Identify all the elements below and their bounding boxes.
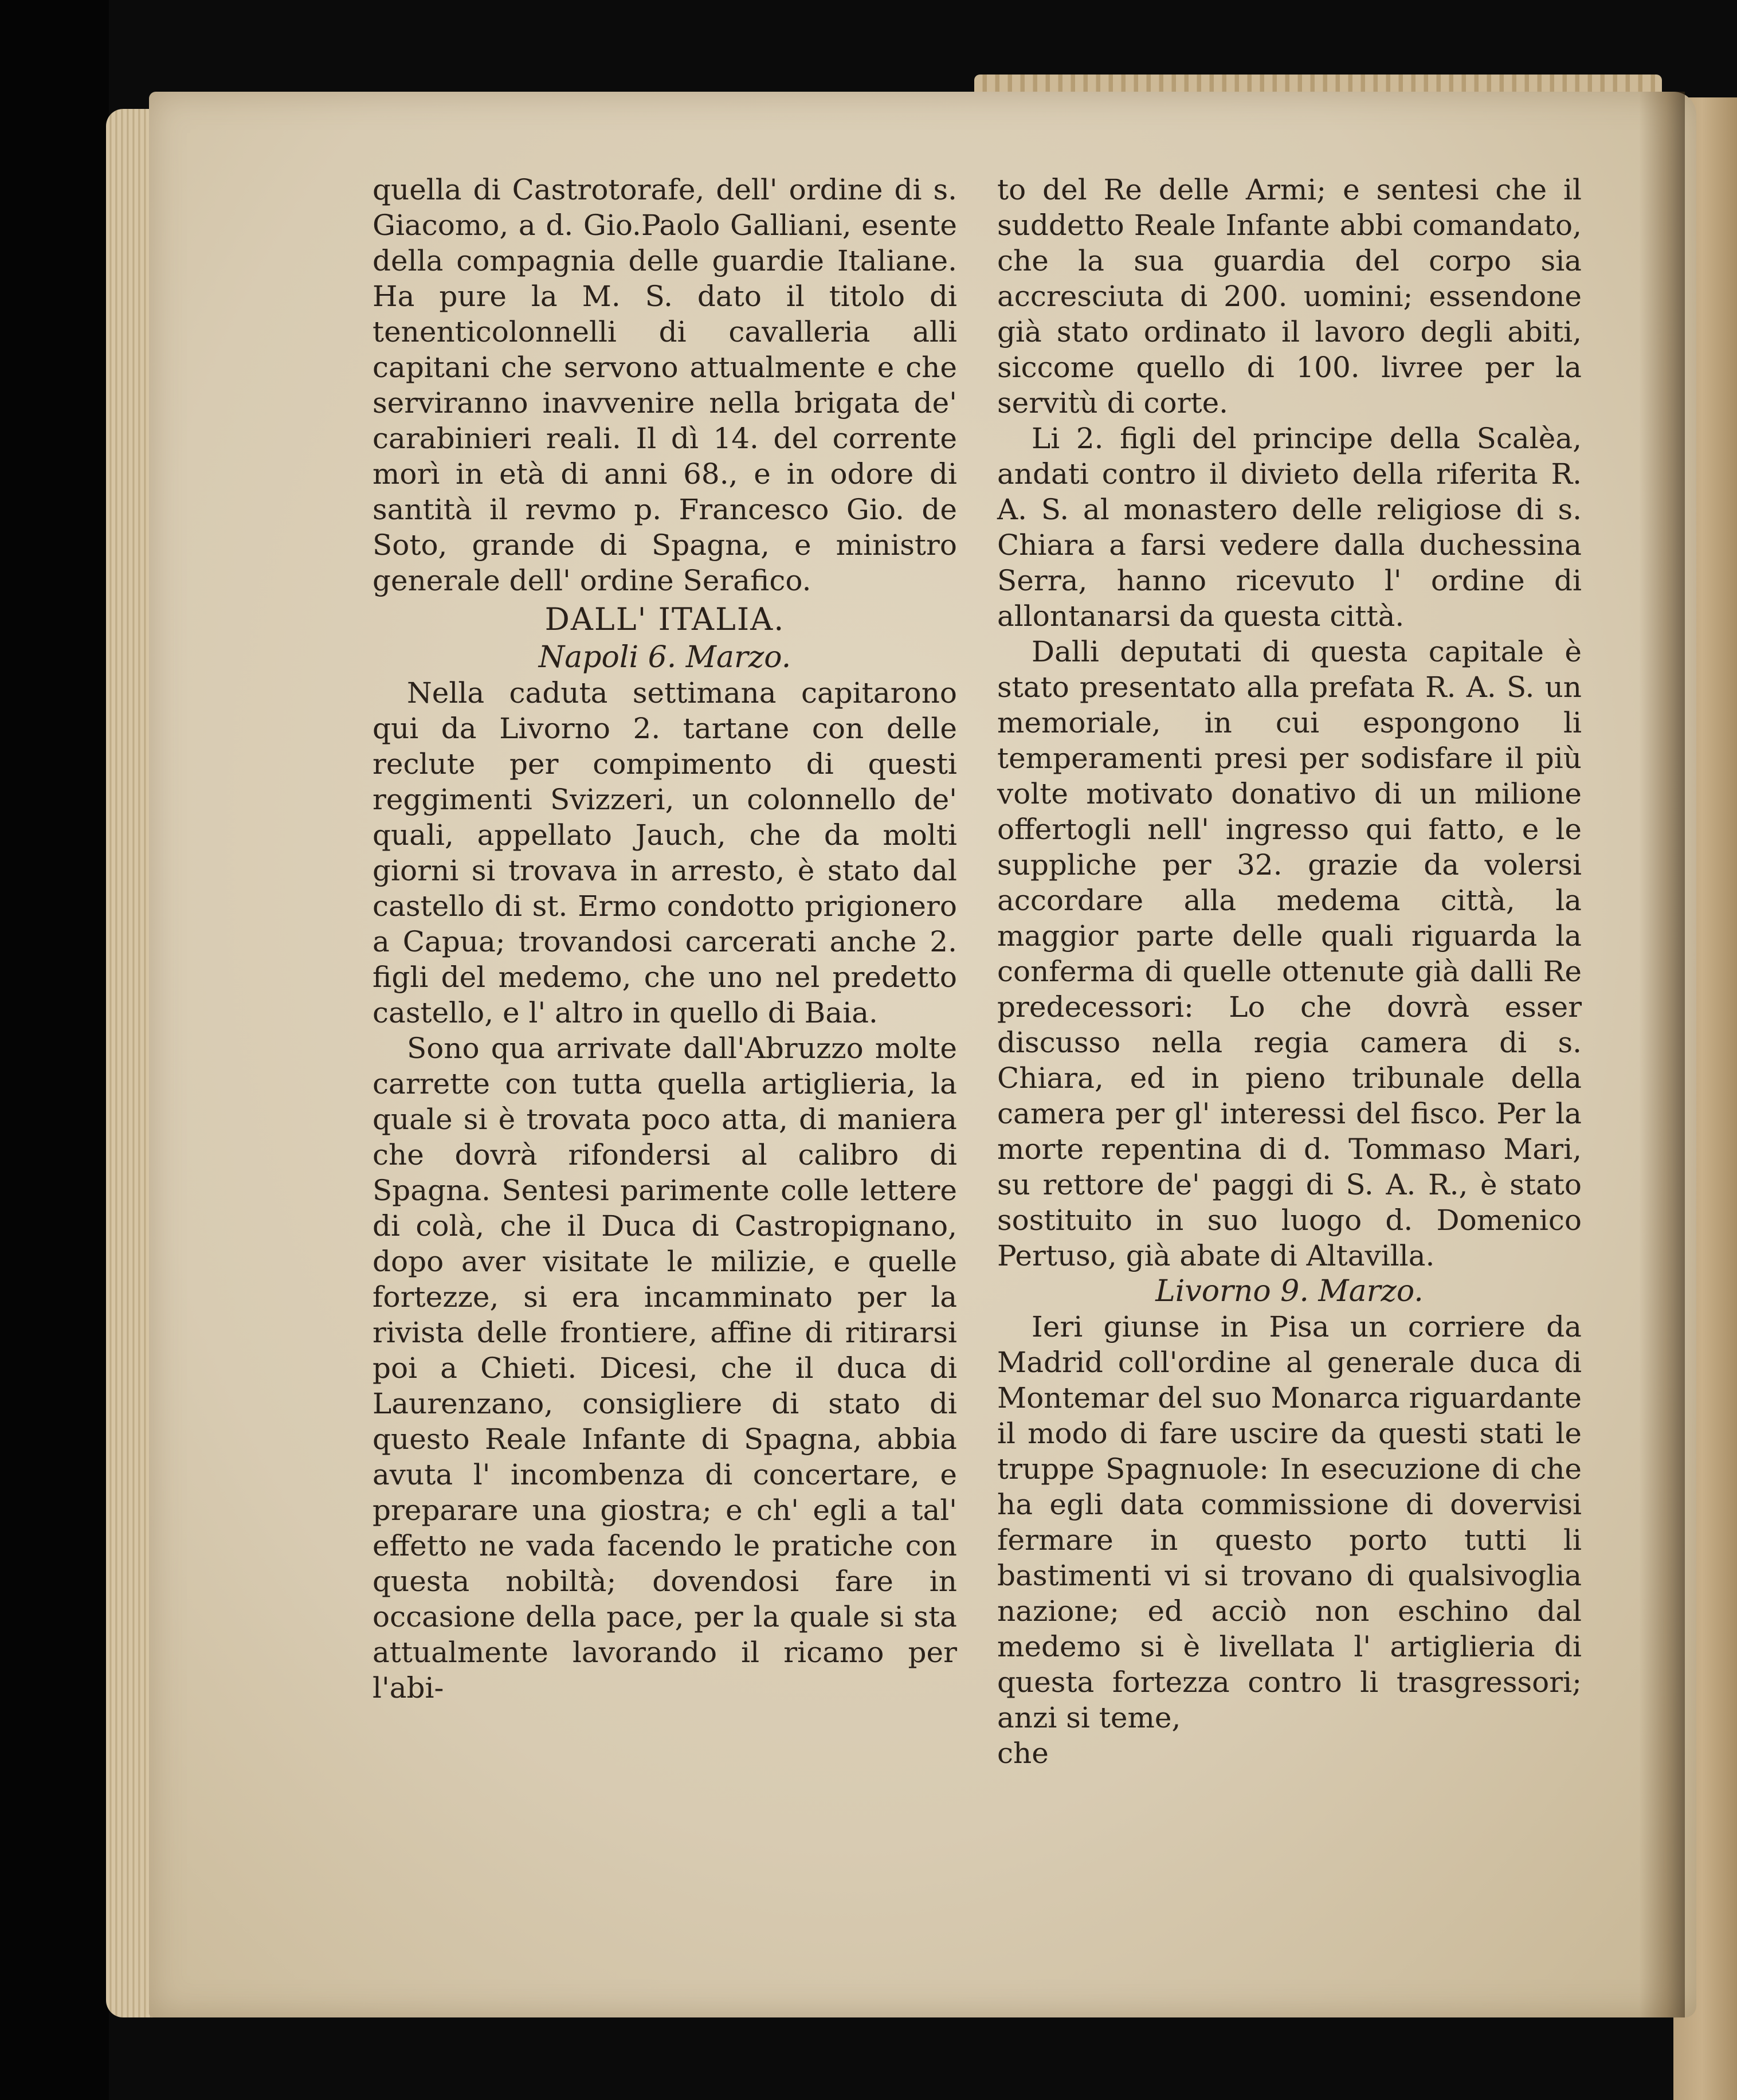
dateline-napoli: Napoli 6. Marzo. [538,640,791,675]
dateline-livorno: Livorno 9. Marzo. [1155,1274,1424,1308]
left-paragraph-2: Nella caduta settimana capitarono qui da Livorno 2. tartane con delle reclute per compimento di questi reggimenti Svizzeri, un colonnello de' quali, appellato Jauch, che da molti giorni si trovava in arresto, è stato dal castello di st. Ermo condotto prigionero a Capua; trovandosi carcerati anche 2. figli del medemo, che uno nel predetto castello, e l' altro in quello di Baia. [373,676,957,1029]
left-text-column [373,172,957,1706]
left-paragraph-3: Sono qua arrivate dall'Abruzzo molte carrette con tutta quella artiglieria, la quale si è trovata poco atta, di maniera che dovrà rifondersi al calibro di Spagna. Sentesi parimente colle lettere di colà, che il Duca di Castropignano, dopo aver visitate le milizie, e quelle fortezze, si era incamminato per la rivista delle frontiere, affine di ritirarsi poi a Chieti. Dicesi, che il duca di Laurenzano, consigliere di stato di questo Reale Infante di Spagna, abbia avuta l' incombenza di concertare, e preparare una giostra; e ch' egli a tal' effetto ne vada facendo le pratiche con questa nobiltà; dovendosi fare in occasione della pace, per la quale si sta attualmente lavorando il ricamo per l'abi- [373,1032,957,1705]
page-gutter [1639,92,1685,2017]
right-text-column [997,172,1582,1771]
left-paragraph-1: quella di Castrotorafe, dell' ordine di s. Giacomo, a d. Gio.Paolo Galliani, esente della compagnia delle guardie Italiane. Ha pure la M. S. dato il titolo di tenenticolonnelli di cavalleria alli capitani che servono attualmente e che serviranno inavvenire nella brigata de' carabinieri reali. Il dì 14. del corrente morì in età di anni 68., e in odore di santità il revmo p. Francesco Gio. de Soto, grande di Spagna, e ministro generale dell' ordine Serafico. [373,173,957,597]
section-heading: DALL' ITALIA. [544,601,785,637]
right-paragraph-1: to del Re delle Armi; e sentesi che il suddetto Reale Infante abbi comandato, che la sua guardia del corpo sia accresciuta di 200. uomini; essendone già stato ordinato il lavoro degli abiti, siccome quello di 100. livree per la servitù di corte. [997,173,1582,420]
catchword: che [997,1737,1049,1770]
book-cover-left [0,0,109,2100]
right-paragraph-2: Li 2. figli del principe della Scalèa, andati contro il divieto della riferita R. A. S. al monastero delle religiose di s. Chiara a farsi vedere dalla duchessina Serra, hanno ricevuto l' ordine di allontanarsi da questa città. [997,422,1582,633]
right-paragraph-4: Ieri giunse in Pisa un corriere da Madrid coll'ordine al generale duca di Montemar del suo Monarca riguardante il modo di fare uscire da questi stati le truppe Spagnuole: In esecuzione di che ha egli data commissione di dovervisi fermare in questo porto tutti li bastimenti vi si trovano di qualsivoglia nazione; ed acciò non eschino dal medemo si è livellata l' artiglieria di questa fortezza contro li trasgressori; anzi si teme, [997,1310,1582,1734]
right-paragraph-3: Dalli deputati di questa capitale è stato presentato alla prefata R. A. S. un memoriale, in cui espongono li temperamenti presi per sodisfare il più volte motivato donativo di un milione offertogli nell' ingresso qui fatto, e le suppliche per 32. grazie da volersi accordare alla medema città, la maggior parte delle quali riguarda la conferma di quelle ottenute già dalli Re predecessori: Lo che dovrà esser discusso nella regia camera di s. Chiara, ed in pieno tribunale della camera per gl' interessi del fisco. Per la morte repentina di d. Tommaso Mari, su rettore de' paggi di S. A. R., è stato sostituito in suo luogo d. Domenico Pertuso, già abate di Altavilla. [997,635,1582,1272]
